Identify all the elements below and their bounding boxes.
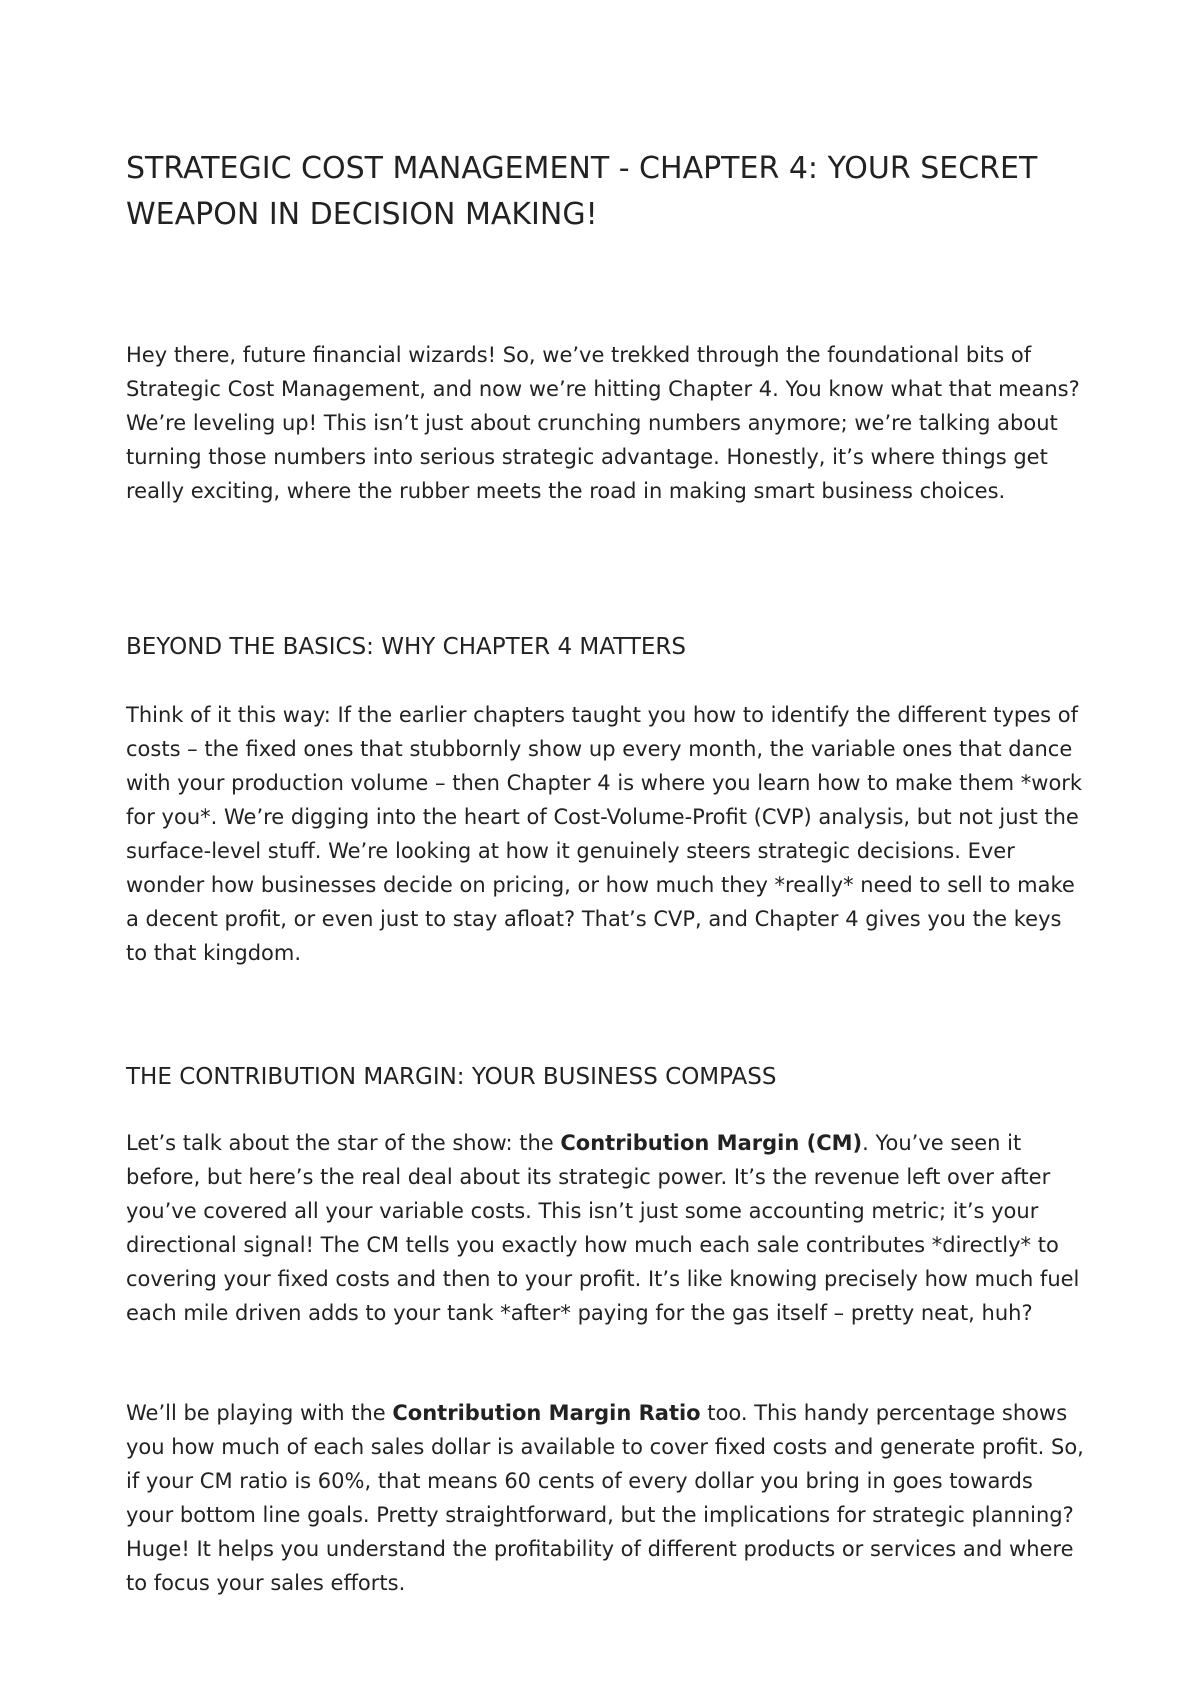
contribution-margin-ratio-body [126,1396,1086,1600]
section-beyond-basics-body [126,698,1086,970]
contribution-margin-paragraph-1 [126,1126,1086,1330]
cm-p2-bold-term: Contribution Margin Ratio [392,1401,701,1425]
section-contribution-margin [126,1060,1086,1094]
cm-p1-bold-term: Contribution Margin (CM) [560,1131,863,1155]
intro-block [126,338,1086,508]
cm-p1-text-after: . You’ve seen it before, but here’s the real deal about its strategic power. It’s the revenue left over after you’ve covered all your variable costs. This isn’t just some accounting metric; it’s your directional signal! The CM tells you exactly how much each sale contributes *directly* to covering your fixed costs and then to your profit. It’s like knowing precisely how much fuel each mile driven adds to your tank *after* paying for the gas itself – pretty neat, huh? [126,1131,1080,1325]
intro-paragraph: Hey there, future financial wizards! So, we’ve trekked through the foundational bits of Strategic Cost Management, and now we’re hitting Chapter 4. You know what that means? We’re leveling up! This isn’t just about crunching numbers anymore; we’re talking about turning those numbers into serious strategic advantage. Honestly, it’s where things get really exciting, where the rubber meets the road in making smart business choices. [126,343,1080,503]
cm-p2-text-after: too. This handy percentage shows you how much of each sales dollar is available to cover fixed costs and generate profit. So, if your CM ratio is 60%, that means 60 cents of every dollar you bring in goes towards your bottom line goals. Pretty straightforward, but the implications for strategic planning? Huge! It helps you understand the profitability of different products or services and where to focus your sales efforts. [126,1401,1084,1595]
section-heading-beyond-basics: BEYOND THE BASICS: WHY CHAPTER 4 MATTERS [126,634,687,660]
section-heading-contribution-margin: THE CONTRIBUTION MARGIN: YOUR BUSINESS COMPASS [126,1064,777,1090]
cm-p2-text-before: We’ll be playing with the [126,1401,393,1425]
cm-p1-text-before: Let’s talk about the star of the show: the [126,1131,561,1155]
contribution-margin-paragraph-2 [126,1396,1086,1600]
contribution-margin-body [126,1126,1086,1330]
document-title: STRATEGIC COST MANAGEMENT - CHAPTER 4: YOUR SECRET WEAPON IN DECISION MAKING! [126,151,1038,232]
section-beyond-basics [126,630,1086,664]
beyond-basics-paragraph: Think of it this way: If the earlier chapters taught you how to identify the different types of costs – the fixed ones that stubbornly show up every month, the variable ones that dance with your production volume – then Chapter 4 is where you learn how to make them *work for you*. We’re digging into the heart of Cost-Volume-Profit (CVP) analysis, but not just the surface-level stuff. We’re looking at how it genuinely steers strategic decisions. Ever wonder how businesses decide on pricing, or how much they *really* need to sell to make a decent profit, or even just to stay afloat? That’s CVP, and Chapter 4 gives you the keys to that kingdom. [126,703,1083,965]
